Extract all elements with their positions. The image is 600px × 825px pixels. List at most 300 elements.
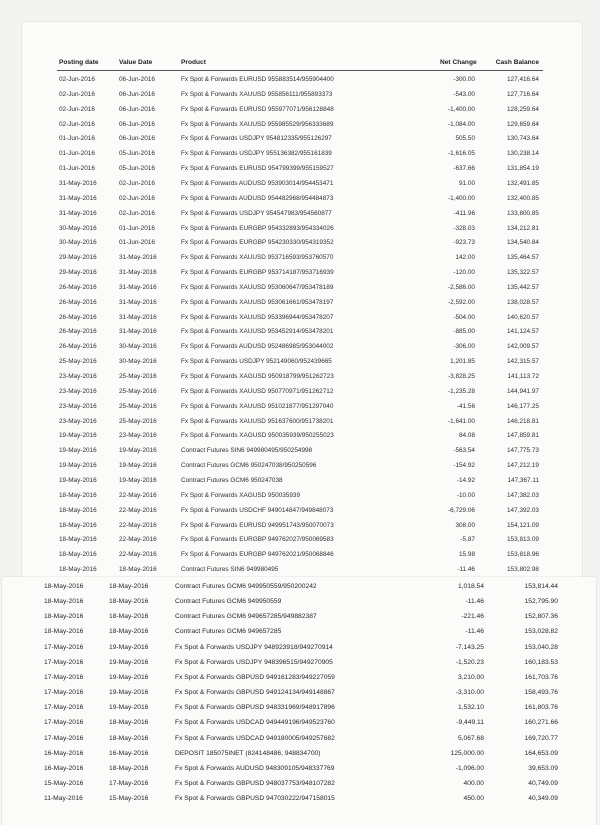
posting-date-cell: 30-May-2016 [59, 239, 97, 247]
net-change-cell: -1,400.00 [447, 105, 475, 113]
posting-date-cell: 18-May-2016 [59, 491, 97, 499]
cash-balance-cell: 154,121.09 [507, 521, 539, 529]
table-row [0, 507, 600, 522]
posting-date-cell: 15-May-2016 [44, 779, 84, 787]
product-cell: Fx Spot & Forwards GBPUSD 948331969/948917896 [175, 704, 335, 712]
product-cell: Fx Spot & Forwards GBPUSD 948037753/948107282 [175, 779, 335, 787]
product-cell: Fx Spot & Forwards USDCAD 949449196/949523760 [175, 719, 335, 727]
product-cell: Fx Spot & Forwards XAUUSD 953061661/953478197 [181, 298, 334, 306]
value-date-cell: 30-May-2016 [119, 343, 157, 351]
product-cell: Contract Futures GCM6 949950559 [175, 598, 282, 606]
value-date-cell: 05-Jun-2016 [119, 165, 155, 173]
cash-balance-cell: 146,177.25 [507, 402, 539, 410]
net-change-cell: -923.73 [453, 239, 475, 247]
cash-balance-cell: 158,493.76 [524, 689, 558, 697]
table-row [0, 536, 600, 551]
header-posting-date: Posting date [59, 59, 99, 66]
cash-balance-cell: 160,183.53 [524, 658, 558, 666]
value-date-cell: 01-Jun-2016 [119, 239, 155, 247]
posting-date-cell: 23-May-2016 [59, 373, 97, 380]
net-change-cell: 308.00 [455, 521, 475, 529]
posting-date-cell: 26-May-2016 [59, 343, 97, 351]
net-change-cell: 125,000.00 [450, 749, 484, 757]
value-date-cell: 19-May-2016 [109, 658, 149, 666]
product-cell: Fx Spot & Forwards AUDUSD 954482968/954484873 [181, 194, 334, 202]
value-date-cell: 01-Jun-2016 [119, 224, 155, 232]
cash-balance-cell: 147,367.11 [507, 476, 539, 484]
posting-date-cell: 31-May-2016 [59, 194, 97, 202]
value-date-cell: 19-May-2016 [109, 673, 149, 681]
value-date-cell: 30-May-2016 [119, 358, 157, 366]
cash-balance-cell: 147,212.19 [507, 462, 539, 470]
net-change-cell: 450.00 [463, 795, 484, 803]
cash-balance-cell: 152,807.36 [524, 613, 558, 621]
value-date-cell: 31-May-2016 [119, 298, 157, 306]
table-row [0, 492, 600, 507]
cash-balance-cell: 132,491.85 [507, 179, 539, 187]
posting-date-cell: 23-May-2016 [59, 387, 97, 395]
net-change-cell: -11.46 [457, 566, 475, 574]
net-change-cell: -885.00 [453, 328, 475, 336]
posting-date-cell: 17-May-2016 [44, 643, 84, 651]
cash-balance-cell: 146,218.81 [507, 417, 539, 425]
net-change-cell: -3,828.25 [447, 373, 475, 380]
table-row [0, 795, 600, 810]
cash-balance-cell: 153,814.44 [524, 583, 558, 590]
cash-balance-cell: 164,653.09 [524, 749, 558, 757]
value-date-cell: 22-May-2016 [119, 551, 157, 559]
net-change-cell: -300.00 [453, 76, 475, 83]
cash-balance-cell: 153,040.28 [524, 643, 558, 651]
posting-date-cell: 26-May-2016 [59, 283, 97, 291]
table-row [0, 195, 600, 210]
product-cell: Fx Spot & Forwards USDJPY 952149060/952439665 [181, 358, 332, 366]
posting-date-cell: 02-Jun-2016 [59, 120, 95, 128]
header-rule [57, 70, 543, 71]
table-row [0, 432, 600, 447]
product-cell: Fx Spot & Forwards XAUUSD 953716593/953760570 [181, 254, 334, 262]
table-row [0, 284, 600, 299]
posting-date-cell: 31-May-2016 [59, 179, 97, 187]
posting-date-cell: 18-May-2016 [44, 628, 84, 636]
value-date-cell: 19-May-2016 [109, 689, 149, 697]
product-cell: Fx Spot & Forwards AUDUSD 953903014/954453471 [181, 179, 334, 187]
header-value-date: Value Date [119, 59, 153, 66]
table-row [0, 328, 600, 343]
cash-balance-cell: 132,400.85 [507, 194, 539, 202]
value-date-cell: 22-May-2016 [119, 536, 157, 544]
value-date-cell: 31-May-2016 [119, 283, 157, 291]
cash-balance-cell: 144,941.97 [507, 387, 539, 395]
product-cell: Fx Spot & Forwards XAUUSD 951637600/951738201 [181, 417, 334, 425]
product-cell: Fx Spot & Forwards USDJPY 954547983/954560877 [181, 209, 332, 217]
net-change-cell: -9,449.11 [456, 719, 484, 727]
product-cell: Fx Spot & Forwards EURUSD 949951743/950070073 [181, 521, 334, 529]
posting-date-cell: 17-May-2016 [44, 689, 84, 697]
cash-balance-cell: 161,803.76 [524, 704, 558, 712]
value-date-cell: 25-May-2016 [119, 373, 157, 380]
net-change-cell: -221.46 [461, 613, 484, 621]
product-cell: Contract Futures GCM6 949657285 [175, 628, 282, 636]
table-row [0, 343, 600, 358]
net-change-cell: -1,096.00 [455, 764, 484, 772]
net-change-cell: -120.00 [453, 269, 475, 277]
cash-balance-cell: 134,212.81 [507, 224, 539, 232]
cash-balance-cell: 147,382.03 [507, 491, 539, 499]
product-cell: Fx Spot & Forwards USDCHF 949014847/949848073 [181, 506, 334, 514]
value-date-cell: 06-Jun-2016 [119, 90, 155, 98]
net-change-cell: 3,210.00 [457, 673, 484, 681]
value-date-cell: 05-Jun-2016 [119, 150, 155, 158]
value-date-cell: 18-May-2016 [109, 764, 149, 772]
value-date-cell: 18-May-2016 [109, 628, 149, 636]
table-row [0, 598, 600, 613]
cash-balance-cell: 135,464.57 [507, 254, 539, 262]
product-cell: Fx Spot & Forwards XAUUSD 953060647/953478189 [181, 283, 334, 291]
product-cell: Fx Spot & Forwards XAUUSD 953396944/953478207 [181, 313, 334, 321]
posting-date-cell: 18-May-2016 [59, 566, 97, 574]
table-row [0, 210, 600, 225]
product-cell: Fx Spot & Forwards EURUSD 955977071/956128848 [181, 105, 334, 113]
posting-date-cell: 11-May-2016 [44, 795, 83, 803]
table-row [0, 239, 600, 254]
header-net-change: Net Change [440, 59, 477, 66]
product-cell: Fx Spot & Forwards USDCAD 949180005/949257682 [175, 734, 335, 742]
cash-balance-cell: 135,442.57 [507, 283, 539, 291]
cash-balance-cell: 161,703.76 [524, 673, 558, 681]
cash-balance-cell: 147,775.73 [507, 447, 539, 455]
table-row [0, 462, 600, 477]
posting-date-cell: 18-May-2016 [59, 521, 97, 529]
cash-balance-cell: 133,800.85 [507, 209, 539, 217]
cash-balance-cell: 39,653.09 [528, 764, 558, 772]
net-change-cell: -11.46 [465, 628, 484, 636]
net-change-cell: 1,018.54 [457, 583, 484, 590]
product-cell: DEPOSIT 185075INET (824148486, 948834700) [175, 749, 321, 757]
product-cell: Fx Spot & Forwards USDJPY 954812335/955126297 [181, 135, 332, 143]
posting-date-cell: 16-May-2016 [44, 764, 84, 772]
value-date-cell: 23-May-2016 [119, 432, 157, 440]
net-change-cell: 505.50 [455, 135, 475, 143]
net-change-cell: -1,520.23 [455, 658, 484, 666]
posting-date-cell: 17-May-2016 [44, 719, 84, 727]
value-date-cell: 19-May-2016 [109, 704, 149, 712]
product-cell: Fx Spot & Forwards EURGBP 949762027/950069583 [181, 536, 334, 544]
table-row [0, 106, 600, 121]
net-change-cell: -14.92 [456, 476, 475, 484]
posting-date-cell: 18-May-2016 [44, 613, 84, 621]
posting-date-cell: 17-May-2016 [44, 734, 84, 742]
table-row [0, 780, 600, 795]
net-change-cell: 400.00 [463, 779, 484, 787]
cash-balance-cell: 135,322.57 [507, 269, 539, 277]
table-row [0, 254, 600, 269]
posting-date-cell: 26-May-2016 [59, 313, 97, 321]
product-cell: Fx Spot & Forwards GBPUSD 947030222/947158015 [175, 795, 335, 803]
net-change-cell: -2,592.00 [447, 298, 475, 306]
posting-date-cell: 19-May-2016 [59, 432, 97, 440]
value-date-cell: 16-May-2016 [109, 749, 149, 757]
net-change-cell: -637.66 [453, 165, 475, 173]
product-cell: Contract Futures SIN6 949980495/950254998 [181, 447, 313, 455]
value-date-cell: 31-May-2016 [119, 269, 157, 277]
net-change-cell: 91.00 [459, 179, 475, 187]
posting-date-cell: 02-Jun-2016 [59, 105, 95, 113]
posting-date-cell: 19-May-2016 [59, 462, 97, 470]
value-date-cell: 06-Jun-2016 [119, 135, 155, 143]
table-row [0, 719, 600, 734]
product-cell: Fx Spot & Forwards EURGBP 954230330/954319352 [181, 239, 334, 247]
table-row [0, 299, 600, 314]
posting-date-cell: 31-May-2016 [59, 209, 97, 217]
value-date-cell: 22-May-2016 [119, 506, 157, 514]
posting-date-cell: 23-May-2016 [59, 417, 97, 425]
product-cell: Fx Spot & Forwards XAGUSD 950035939 [181, 491, 300, 499]
posting-date-cell: 30-May-2016 [59, 224, 97, 232]
net-change-cell: -11.46 [465, 598, 484, 606]
table-row [0, 150, 600, 165]
value-date-cell: 02-Jun-2016 [119, 209, 155, 217]
table-row [0, 358, 600, 373]
net-change-cell: -1,400.00 [447, 194, 475, 202]
cash-balance-cell: 153,818.96 [507, 551, 539, 559]
product-cell: Contract Futures GCM6 950247038 [181, 476, 283, 484]
net-change-cell: -154.92 [453, 462, 475, 470]
product-cell: Fx Spot & Forwards EURUSD 955883514/955904400 [181, 76, 334, 83]
posting-date-cell: 17-May-2016 [44, 658, 84, 666]
value-date-cell: 25-May-2016 [119, 387, 157, 395]
table-row [0, 613, 600, 628]
table-row [0, 522, 600, 537]
table-row [0, 403, 600, 418]
value-date-cell: 22-May-2016 [119, 491, 157, 499]
net-change-cell: -10.00 [456, 491, 475, 499]
net-change-cell: -1,084.00 [447, 120, 475, 128]
net-change-cell: 1,532.10 [457, 704, 484, 712]
posting-date-cell: 18-May-2016 [44, 583, 84, 590]
table-row [0, 91, 600, 106]
cash-balance-cell: 142,009.57 [507, 343, 539, 351]
value-date-cell: 19-May-2016 [119, 476, 157, 484]
product-cell: Fx Spot & Forwards XAGUSD 950035939/950255023 [181, 432, 334, 440]
product-cell: Fx Spot & Forwards GBPUSD 949161283/949227059 [175, 673, 335, 681]
table-row [0, 765, 600, 780]
net-change-cell: -2,586.00 [447, 283, 475, 291]
net-change-cell: 84.08 [459, 432, 475, 440]
posting-date-cell: 25-May-2016 [59, 358, 97, 366]
table-row [0, 76, 600, 91]
cash-balance-cell: 160,271.66 [524, 719, 558, 727]
posting-date-cell: 01-Jun-2016 [59, 135, 95, 143]
posting-date-cell: 16-May-2016 [44, 749, 84, 757]
net-change-cell: -6,729.06 [447, 506, 475, 514]
value-date-cell: 31-May-2016 [119, 313, 157, 321]
value-date-cell: 18-May-2016 [109, 583, 149, 590]
cash-balance-cell: 40,749.09 [528, 779, 558, 787]
table-row [0, 314, 600, 329]
value-date-cell: 25-May-2016 [119, 417, 157, 425]
cash-balance-cell: 134,540.84 [507, 239, 539, 247]
posting-date-cell: 29-May-2016 [59, 254, 97, 262]
posting-date-cell: 01-Jun-2016 [59, 165, 95, 173]
table-row [0, 644, 600, 659]
product-cell: Fx Spot & Forwards EURUSD 954799399/955159527 [181, 165, 334, 173]
table-row [0, 165, 600, 180]
net-change-cell: -1,641.00 [447, 417, 475, 425]
posting-date-cell: 19-May-2016 [59, 447, 97, 455]
posting-date-cell: 18-May-2016 [59, 506, 97, 514]
cash-balance-cell: 128,259.64 [507, 105, 539, 113]
net-change-cell: 1,201.85 [450, 358, 475, 366]
value-date-cell: 18-May-2016 [109, 734, 149, 742]
value-date-cell: 18-May-2016 [109, 598, 149, 606]
value-date-cell: 06-Jun-2016 [119, 105, 155, 113]
table-row [0, 225, 600, 240]
table-row [0, 551, 600, 566]
cash-balance-cell: 129,659.64 [507, 120, 539, 128]
value-date-cell: 02-Jun-2016 [119, 179, 155, 187]
product-cell: Contract Futures GCM6 949657285/949882387 [175, 613, 317, 621]
posting-date-cell: 26-May-2016 [59, 298, 97, 306]
net-change-cell: 5,067.68 [457, 734, 484, 742]
product-cell: Contract Futures GCM6 950247038/950250596 [181, 462, 317, 470]
posting-date-cell: 18-May-2016 [44, 598, 84, 606]
header-cash-balance: Cash Balance [495, 59, 539, 66]
net-change-cell: -543.00 [453, 90, 475, 98]
table-row [0, 477, 600, 492]
value-date-cell: 06-Jun-2016 [119, 76, 155, 83]
header-product: Product [181, 59, 206, 66]
cash-balance-cell: 153,028.82 [524, 628, 558, 636]
table-row [0, 121, 600, 136]
cash-balance-cell: 141,124.57 [507, 328, 539, 336]
posting-date-cell: 26-May-2016 [59, 328, 97, 336]
cash-balance-cell: 169,720.77 [524, 734, 558, 742]
value-date-cell: 22-May-2016 [119, 521, 157, 529]
table-row [0, 418, 600, 433]
cash-balance-cell: 130,238.14 [507, 150, 539, 158]
product-cell: Fx Spot & Forwards USDJPY 948396515/949270905 [175, 658, 333, 666]
net-change-cell: -504.00 [453, 313, 475, 321]
net-change-cell: -7,143.25 [455, 643, 484, 651]
product-cell: Fx Spot & Forwards XAGUSD 950918799/951262723 [181, 373, 334, 380]
cash-balance-cell: 138,028.57 [507, 298, 539, 306]
value-date-cell: 15-May-2016 [109, 795, 149, 803]
net-change-cell: -3,310.00 [455, 689, 484, 697]
product-cell: Fx Spot & Forwards AUDUSD 948309105/948337769 [175, 764, 335, 772]
net-change-cell: -328.03 [453, 224, 475, 232]
table-row [0, 704, 600, 719]
table-row [0, 583, 600, 598]
posting-date-cell: 17-May-2016 [44, 704, 84, 712]
value-date-cell: 02-Jun-2016 [119, 194, 155, 202]
product-cell: Fx Spot & Forwards XAUUSD 951021877/951297040 [181, 402, 334, 410]
posting-date-cell: 18-May-2016 [59, 551, 97, 559]
posting-date-cell: 01-Jun-2016 [59, 150, 95, 158]
posting-date-cell: 17-May-2016 [44, 673, 84, 681]
posting-date-cell: 02-Jun-2016 [59, 90, 95, 98]
value-date-cell: 19-May-2016 [119, 447, 157, 455]
table-row [0, 674, 600, 689]
value-date-cell: 19-May-2016 [109, 643, 149, 651]
cash-balance-cell: 130,743.64 [507, 135, 539, 143]
posting-date-cell: 19-May-2016 [59, 476, 97, 484]
product-cell: Contract Futures SIN6 949980495 [181, 566, 279, 574]
posting-date-cell: 29-May-2016 [59, 269, 97, 277]
table-row [0, 735, 600, 750]
posting-date-cell: 23-May-2016 [59, 402, 97, 410]
table-row [0, 750, 600, 765]
product-cell: Fx Spot & Forwards GBPUSD 949124134/949148867 [175, 689, 335, 697]
product-cell: Fx Spot & Forwards XAUUSD 955985529/956333689 [181, 120, 334, 128]
product-cell: Fx Spot & Forwards EURGBP 953714187/953716939 [181, 269, 334, 277]
cash-balance-cell: 147,392.03 [507, 506, 539, 514]
product-cell: Contract Futures GCM6 949950559/950200242 [175, 583, 317, 590]
table-row [0, 689, 600, 704]
net-change-cell: -41.56 [456, 402, 475, 410]
table-row [0, 566, 600, 581]
value-date-cell: 06-Jun-2016 [119, 120, 155, 128]
net-change-cell: -5.87 [460, 536, 475, 544]
net-change-cell: 15.98 [459, 551, 475, 559]
product-cell: Fx Spot & Forwards USDJPY 948923918/949270914 [175, 643, 333, 651]
product-cell: Fx Spot & Forwards XAUUSD 955856111/955893373 [181, 90, 333, 98]
cash-balance-cell: 152,795.90 [524, 598, 558, 606]
posting-date-cell: 02-Jun-2016 [59, 76, 95, 83]
cash-balance-cell: 153,802.98 [507, 566, 539, 574]
product-cell: Fx Spot & Forwards AUDUSD 952486985/953044002 [181, 343, 334, 351]
cash-balance-cell: 142,315.57 [507, 358, 539, 366]
cash-balance-cell: 141,113.72 [507, 373, 539, 380]
product-cell: Fx Spot & Forwards USDJPY 955136382/955161839 [181, 150, 332, 158]
cash-balance-cell: 140,620.57 [507, 313, 539, 321]
product-cell: Fx Spot & Forwards XAUUSD 950770971/951262712 [181, 387, 334, 395]
cash-balance-cell: 147,859.81 [507, 432, 539, 440]
value-date-cell: 25-May-2016 [119, 402, 157, 410]
table-row [0, 628, 600, 643]
cash-balance-cell: 127,716.64 [507, 90, 539, 98]
net-change-cell: -1,616.05 [447, 150, 475, 158]
value-date-cell: 18-May-2016 [109, 613, 149, 621]
table-row [0, 388, 600, 403]
product-cell: Fx Spot & Forwards EURGBP 949762021/950068846 [181, 551, 334, 559]
product-cell: Fx Spot & Forwards XAUUSD 953452914/953478201 [181, 328, 334, 336]
posting-date-cell: 18-May-2016 [59, 536, 97, 544]
value-date-cell: 18-May-2016 [109, 719, 149, 727]
cash-balance-cell: 131,854.19 [507, 165, 539, 173]
net-change-cell: -411.96 [453, 209, 475, 217]
cash-balance-cell: 153,813.09 [507, 536, 539, 544]
value-date-cell: 31-May-2016 [119, 328, 157, 336]
net-change-cell: -563.54 [453, 447, 475, 455]
cash-balance-cell: 127,416.64 [507, 76, 539, 83]
table-row [0, 135, 600, 150]
table-row [0, 659, 600, 674]
value-date-cell: 18-May-2016 [119, 566, 157, 574]
value-date-cell: 17-May-2016 [109, 779, 149, 787]
product-cell: Fx Spot & Forwards EURGBP 954332893/954334026 [181, 224, 334, 232]
cash-balance-cell: 40,349.09 [528, 795, 558, 803]
table-row [0, 180, 600, 195]
table-row [0, 269, 600, 284]
value-date-cell: 19-May-2016 [119, 462, 157, 470]
net-change-cell: -1,235.28 [447, 387, 475, 395]
table-row [0, 447, 600, 462]
net-change-cell: -306.00 [453, 343, 475, 351]
table-row [0, 373, 600, 388]
net-change-cell: 142.00 [455, 254, 475, 262]
value-date-cell: 31-May-2016 [119, 254, 157, 262]
